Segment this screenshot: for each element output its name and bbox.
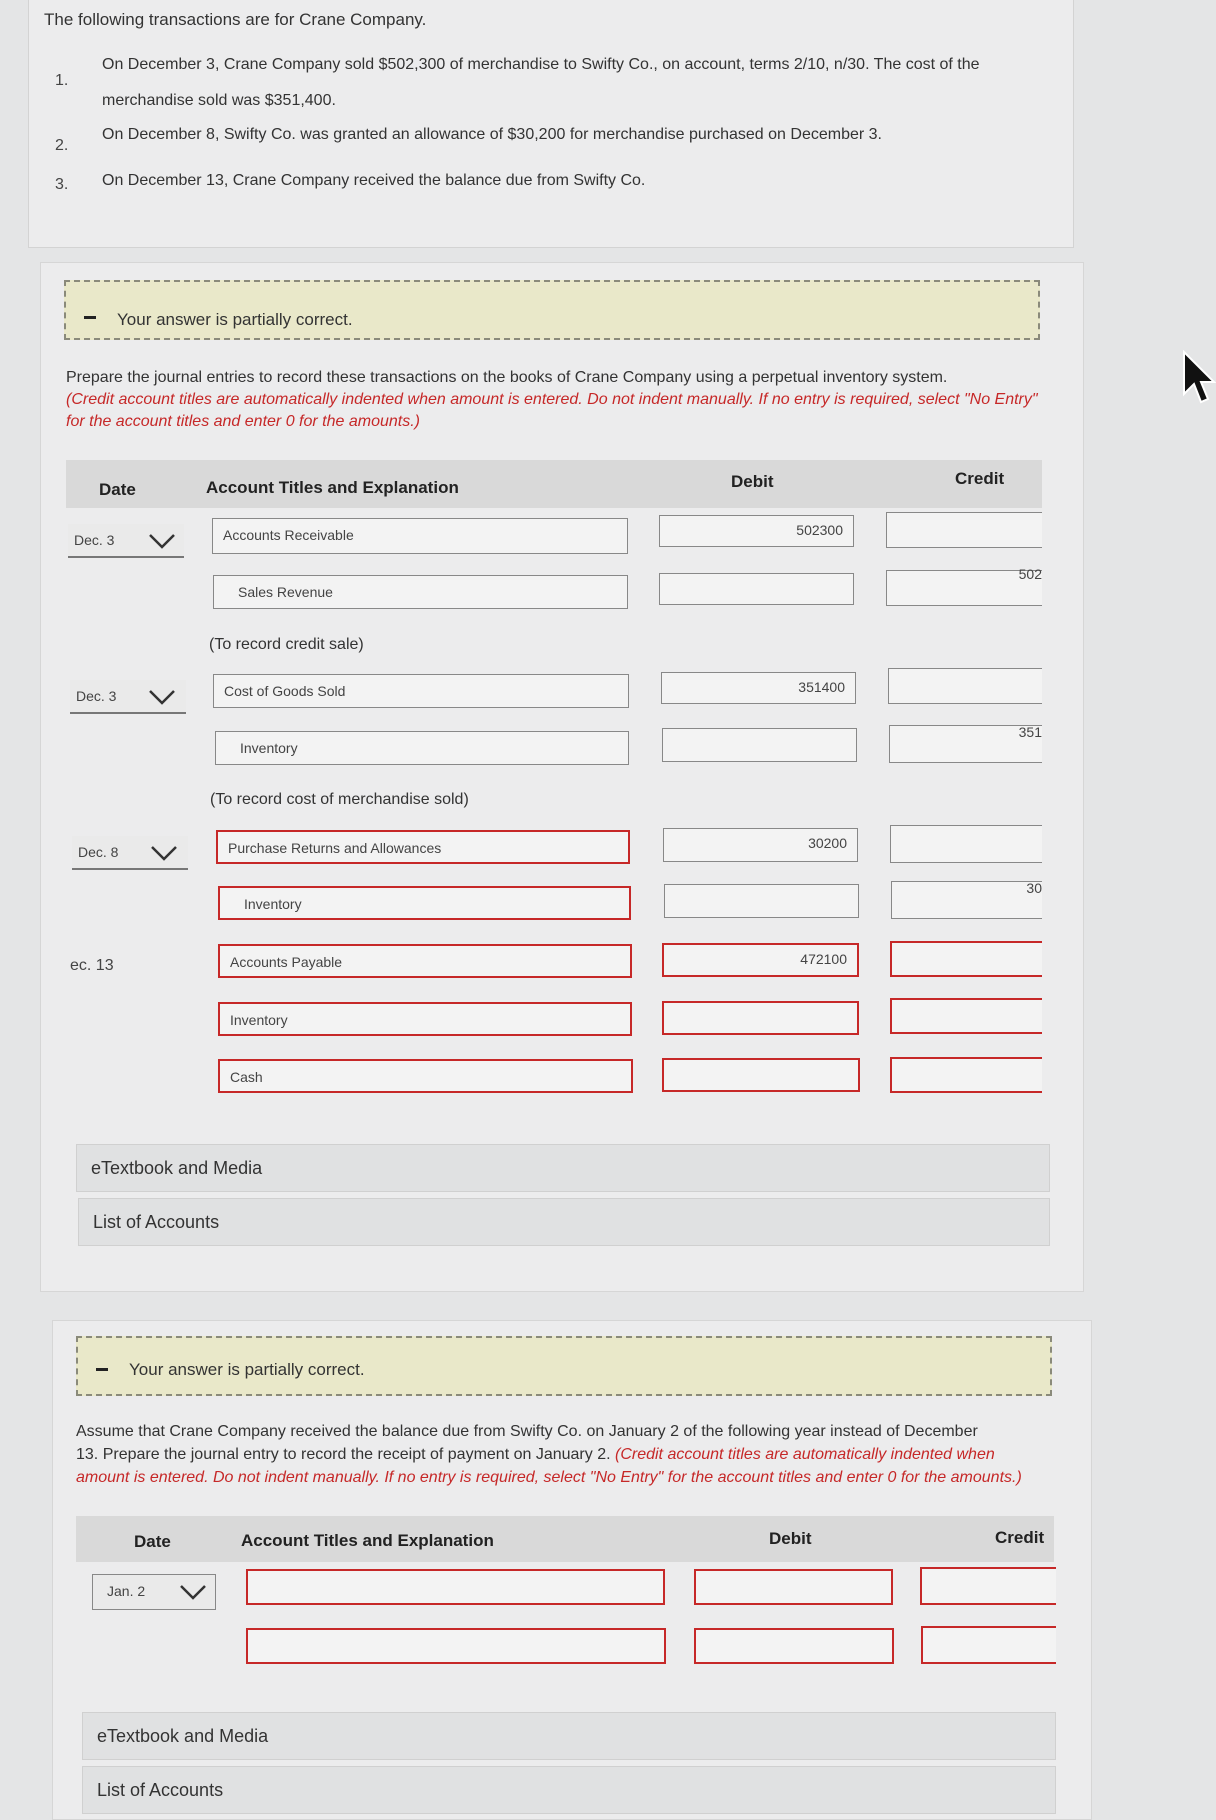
debit-input[interactable]: 502300	[659, 515, 854, 547]
debit-input[interactable]	[662, 1058, 860, 1092]
header-debit: Debit	[731, 472, 774, 491]
credit-input[interactable]	[891, 881, 1042, 919]
minus-icon	[84, 316, 96, 319]
account-title-input[interactable]: Cost of Goods Sold	[213, 674, 629, 708]
part2-instruction-3: amount is entered. Do not indent manually. If no entry is required, select "No Entry" for the account titles and enter 0 for the amounts.)	[76, 1469, 1022, 1486]
credit-value: 351	[1018, 724, 1042, 740]
debit-input[interactable]: 351400	[661, 672, 856, 704]
credit-value: 30	[1026, 880, 1042, 896]
debit-input[interactable]: 30200	[663, 828, 858, 862]
header-date: Date	[99, 480, 136, 499]
header-account: Account Titles and Explanation	[241, 1531, 494, 1550]
part2-instruction-2b: (Credit account titles are automatically indented when	[614, 1446, 995, 1463]
header-account: Account Titles and Explanation	[206, 478, 459, 497]
account-title-input[interactable]: Inventory	[215, 731, 629, 765]
credit-input[interactable]	[890, 998, 1042, 1034]
part2-status-text: Your answer is partially correct.	[129, 1360, 365, 1379]
credit-input[interactable]	[888, 668, 1042, 704]
date-select[interactable]	[92, 1574, 216, 1610]
part1-status-text: Your answer is partially correct.	[117, 310, 353, 329]
entry-memo: (To record cost of merchandise sold)	[210, 791, 469, 808]
etextbook-media-link[interactable]: eTextbook and Media	[82, 1712, 1056, 1760]
header-date: Date	[134, 1532, 171, 1551]
credit-input[interactable]	[921, 1626, 1056, 1664]
part1-instruction-red-1: (Credit account titles are automatically indented when amount is entered. Do not indent manually. If no entry is required, select "No Entry"	[66, 391, 1038, 408]
account-title-input[interactable]: Inventory	[218, 886, 631, 920]
credit-input[interactable]	[889, 725, 1042, 763]
transaction-1-line2: merchandise sold was $351,400.	[102, 92, 336, 109]
credit-input[interactable]	[886, 512, 1042, 548]
header-credit: Credit	[955, 469, 1005, 488]
part2-table-header	[76, 1516, 1054, 1562]
item-number: 1.	[55, 72, 69, 89]
date-select[interactable]	[72, 836, 188, 870]
item-number: 3.	[55, 176, 69, 193]
mouse-cursor-icon	[1182, 350, 1216, 406]
account-title-input[interactable]	[246, 1628, 666, 1664]
account-title-input[interactable]	[246, 1569, 665, 1605]
account-title-input[interactable]: Sales Revenue	[213, 575, 628, 609]
chevron-down-icon	[148, 688, 176, 706]
credit-input[interactable]	[890, 1057, 1042, 1093]
header-credit: Credit	[995, 1528, 1045, 1547]
transaction-1-line1: On December 3, Crane Company sold $502,300 of merchandise to Swifty Co., on account, terms 2/10, n/30. The cost of the	[102, 56, 980, 73]
item-number: 2.	[55, 137, 69, 154]
debit-input[interactable]: 472100	[662, 943, 859, 977]
account-title-input[interactable]: Accounts Payable	[218, 944, 632, 978]
credit-value: 502	[1018, 566, 1042, 582]
list-of-accounts-link[interactable]: List of Accounts	[82, 1766, 1056, 1814]
account-title-input[interactable]: Purchase Returns and Allowances	[216, 830, 630, 864]
credit-input[interactable]	[920, 1567, 1056, 1605]
minus-icon	[96, 1368, 108, 1371]
header-debit: Debit	[769, 1529, 812, 1548]
problem-title: The following transactions are for Crane Company.	[44, 10, 427, 29]
debit-input[interactable]	[659, 573, 854, 605]
account-title-input[interactable]: Accounts Receivable	[212, 518, 628, 554]
date-value: ec. 13	[70, 957, 114, 974]
part2-instruction-1: Assume that Crane Company received the balance due from Swifty Co. on January 2 of the following year instead of December	[76, 1423, 978, 1440]
account-title-input[interactable]: Cash	[218, 1059, 633, 1093]
credit-input[interactable]	[886, 566, 1042, 606]
etextbook-media-link[interactable]: eTextbook and Media	[76, 1144, 1050, 1192]
transaction-3: On December 13, Crane Company received the balance due from Swifty Co.	[102, 172, 646, 189]
chevron-down-icon	[148, 532, 176, 550]
part2-instruction-2	[76, 1444, 995, 1466]
part2-instruction-2a: 13. Prepare the journal entry to record the receipt of payment on January 2.	[76, 1446, 611, 1463]
entry-memo: (To record credit sale)	[209, 636, 364, 653]
credit-input[interactable]	[890, 825, 1042, 863]
chevron-down-icon	[179, 1583, 207, 1601]
part1-instruction-red-2: for the account titles and enter 0 for the amounts.)	[66, 413, 420, 430]
debit-input[interactable]	[662, 1001, 859, 1035]
date-select[interactable]	[68, 524, 184, 558]
date-select[interactable]	[70, 680, 186, 714]
part1-instruction: Prepare the journal entries to record these transactions on the books of Crane Company using a perpetual inventory system.	[66, 369, 948, 386]
debit-input[interactable]	[664, 884, 859, 918]
debit-input[interactable]	[694, 1628, 894, 1664]
list-of-accounts-link[interactable]: List of Accounts	[78, 1198, 1050, 1246]
date-value: Jan. 2	[107, 1583, 146, 1599]
account-title-input[interactable]: Inventory	[218, 1002, 632, 1036]
chevron-down-icon	[150, 844, 178, 862]
transaction-2: On December 8, Swifty Co. was granted an allowance of $30,200 for merchandise purchased on December 3.	[102, 126, 882, 143]
debit-input[interactable]	[694, 1569, 893, 1605]
credit-input[interactable]	[890, 941, 1042, 977]
date-value: Dec. 8	[78, 844, 119, 860]
date-value: Dec. 3	[76, 688, 117, 704]
debit-input[interactable]	[662, 728, 857, 762]
date-value: Dec. 3	[74, 532, 115, 548]
